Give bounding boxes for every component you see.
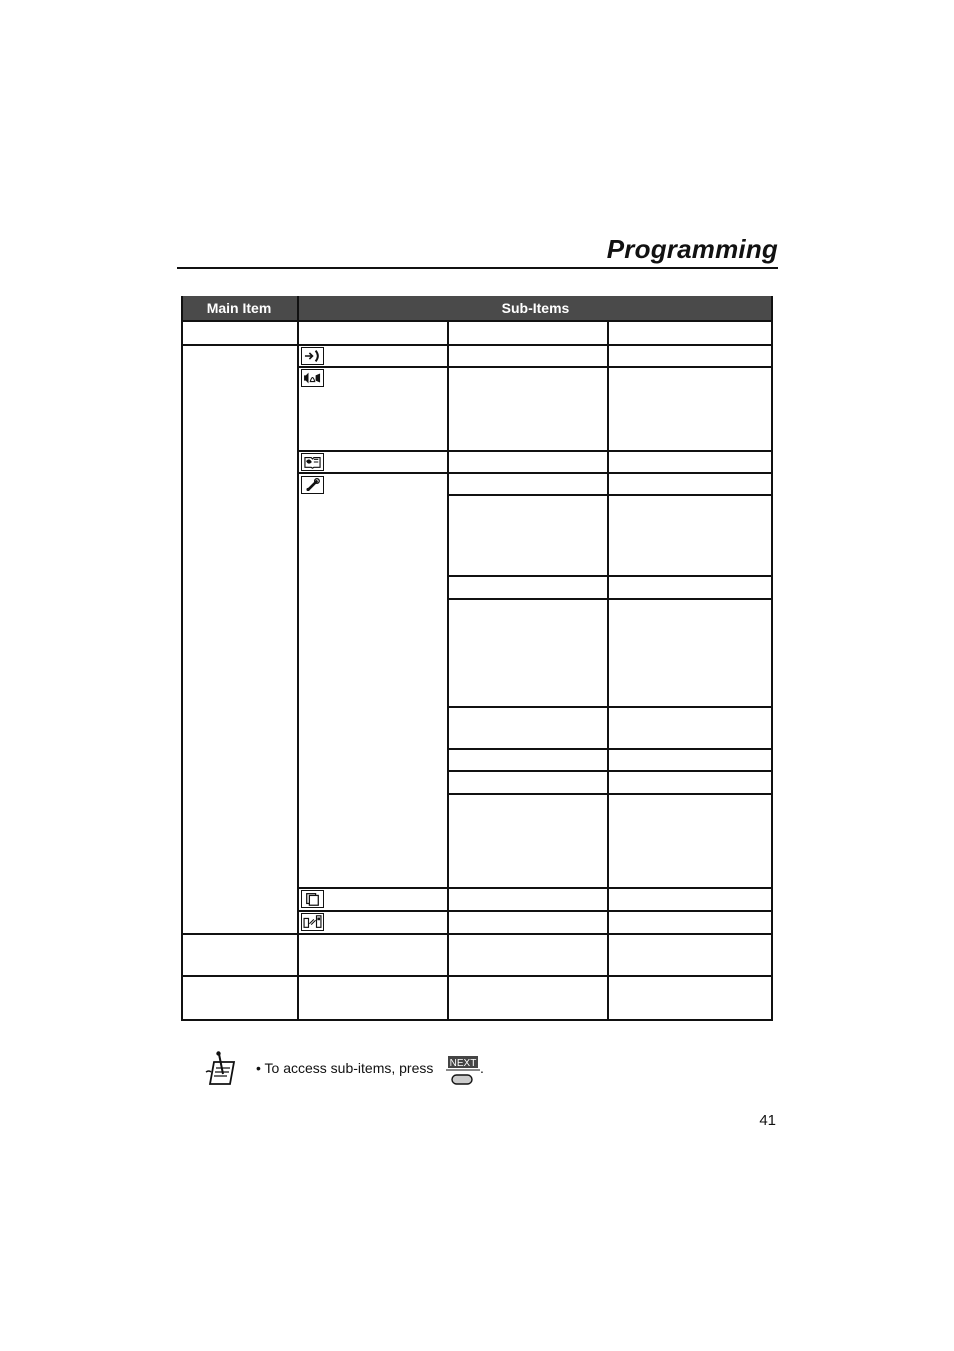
table-border-right: [771, 296, 773, 1021]
notepad-pen-icon: [204, 1050, 240, 1088]
tools-icon: [301, 476, 324, 494]
handset-transfer-icon: [301, 913, 324, 931]
column-divider: [447, 320, 449, 1021]
call-forward-icon: [301, 347, 324, 365]
row-divider: [447, 770, 773, 772]
row-divider: [297, 887, 773, 889]
ringer-volume-icon: [301, 369, 324, 387]
next-key-label: NEXT: [449, 1058, 477, 1069]
note-suffix: .: [480, 1060, 484, 1076]
row-divider: [297, 910, 773, 912]
row-divider: [181, 1019, 773, 1021]
page-title: Programming: [606, 234, 778, 264]
row-divider: [181, 344, 773, 346]
row-divider: [447, 706, 773, 708]
column-header-sub-items: Sub-Items: [298, 296, 773, 320]
copy-icon: [301, 890, 324, 908]
page-number: 41: [759, 1112, 776, 1129]
column-header-main-item: Main Item: [181, 296, 297, 320]
row-divider: [297, 366, 773, 368]
row-divider: [181, 975, 773, 977]
column-divider: [297, 296, 299, 1021]
note-text: • To access sub-items, press: [256, 1060, 434, 1076]
row-divider: [447, 793, 773, 795]
row-divider: [181, 320, 773, 322]
row-divider: [447, 598, 773, 600]
row-divider: [297, 472, 773, 474]
phonebook-icon: [301, 453, 324, 471]
row-divider: [447, 494, 773, 496]
menu-structure-table: [181, 296, 773, 1021]
title-divider: [177, 267, 778, 269]
row-divider: [447, 575, 773, 577]
row-divider: [447, 748, 773, 750]
table-border-left: [181, 296, 183, 1021]
column-divider: [607, 320, 609, 1021]
row-divider: [181, 933, 773, 935]
next-key-icon: [446, 1055, 480, 1087]
row-divider: [297, 450, 773, 452]
